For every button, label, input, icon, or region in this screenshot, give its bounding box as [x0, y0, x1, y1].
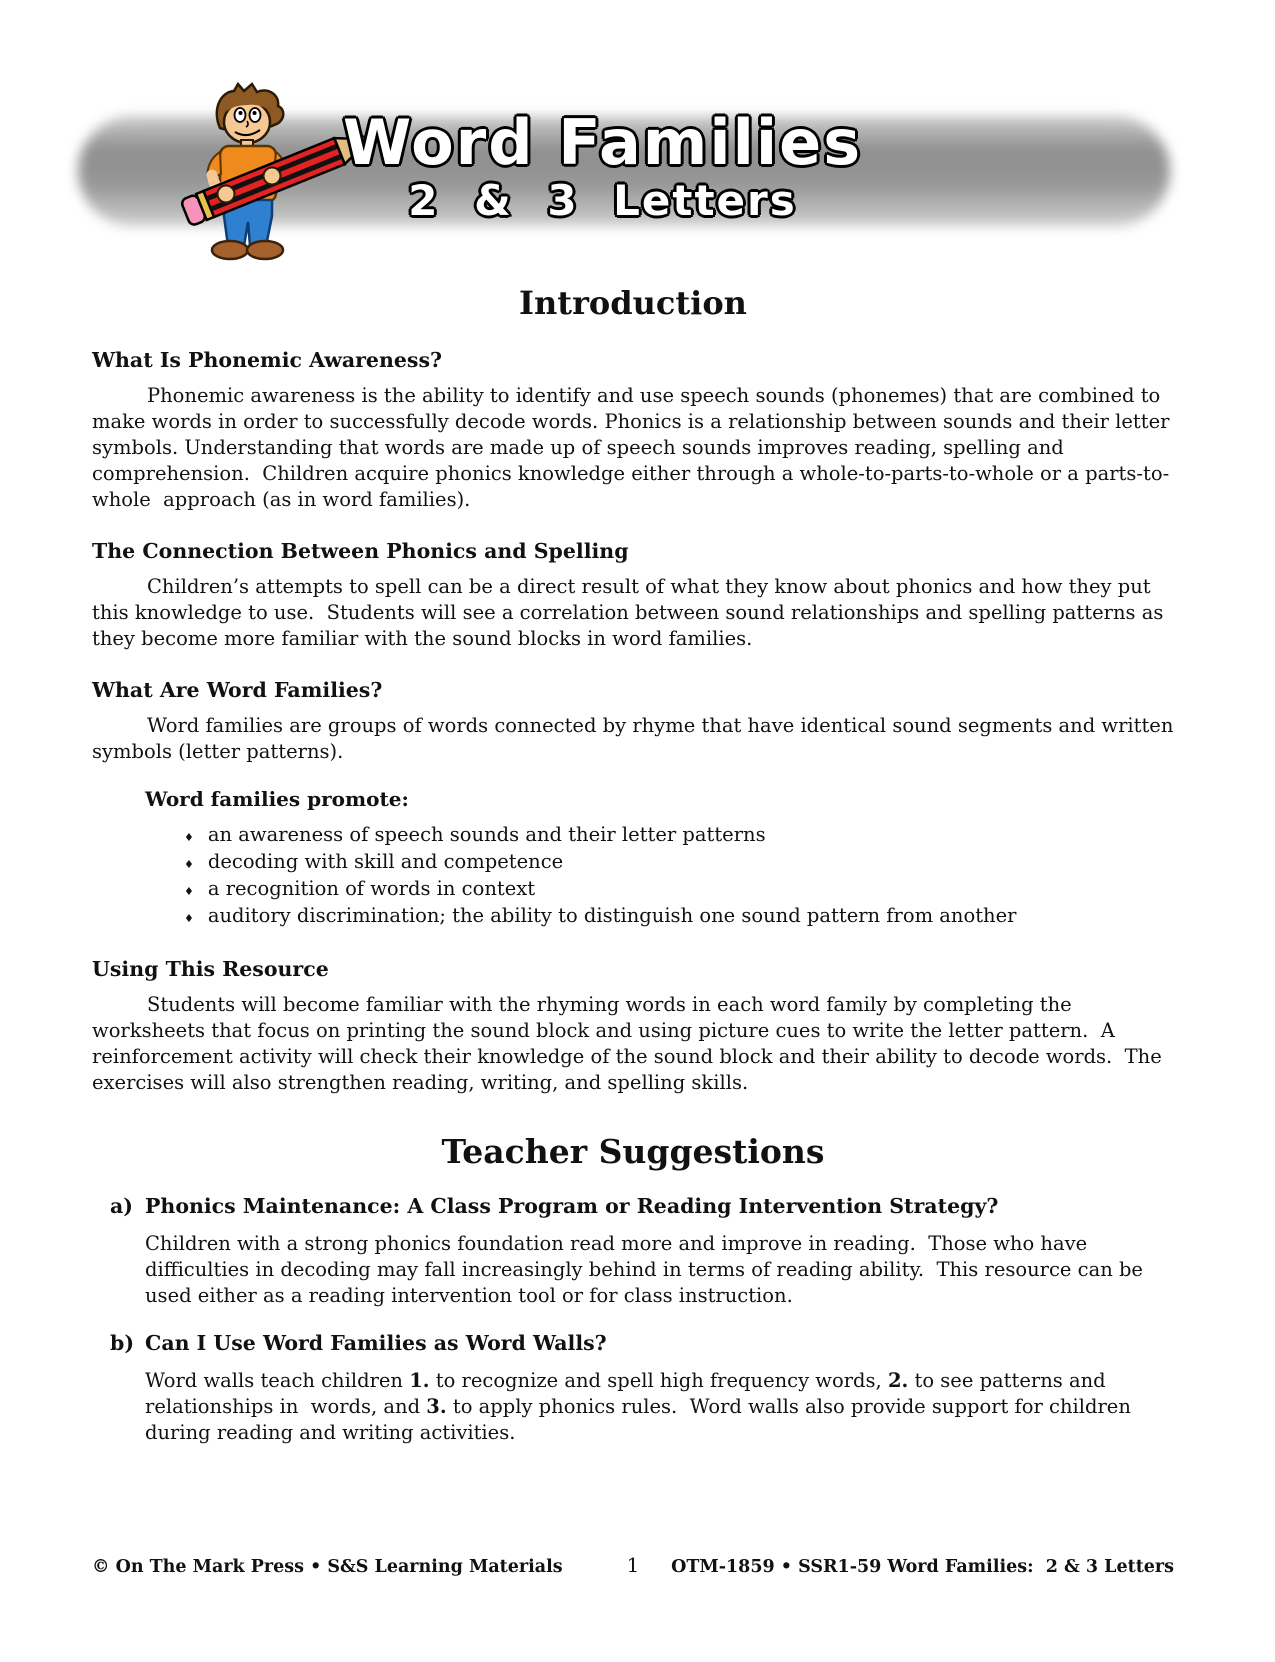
section-heading-using-resource: Using This Resource — [92, 957, 329, 981]
promote-list — [184, 823, 1174, 931]
suggestion-b-head — [110, 1330, 1174, 1356]
page-content — [92, 278, 1180, 1446]
diamond-bullet-icon: ♦ — [184, 831, 194, 844]
bold-number: 1. — [409, 1369, 430, 1392]
section-paragraph-using-resource: Students will become familiar with the rhyming words in each word family by completing the worksheets that focus on printing the sound block and using picture cues to write the letter pattern. A reinforcement activity will check their knowledge of the sound block and their ability to decode words. The exercises will also strengthen reading, writing, and spelling skills. — [92, 993, 1168, 1094]
teacher-suggestions-heading: Teacher Suggestions — [441, 1132, 825, 1171]
list-item — [184, 877, 1174, 904]
list-item-text: auditory discrimination; the ability to distinguish one sound pattern from another — [207, 904, 1017, 927]
bold-number: 3. — [426, 1395, 447, 1418]
footer-product-code: OTM-1859 • SSR1-59 Word Families: 2 & 3 Letters — [671, 1557, 1174, 1577]
section-heading-word-families: What Are Word Families? — [92, 678, 383, 702]
diamond-bullet-icon: ♦ — [184, 858, 194, 871]
bold-number: 2. — [887, 1369, 909, 1392]
list-item-text: a recognition of words in context — [207, 877, 536, 900]
book-subtitle: 2 & 3 Letters — [408, 176, 797, 225]
text-segment: to apply phonics rules. Word walls also provide support for children during reading and writing activities. — [145, 1395, 1138, 1444]
text-segment: to recognize and spell high frequency words, — [429, 1369, 888, 1392]
suggestion-b-label: b) — [110, 1331, 135, 1355]
boy-pupil-right — [253, 111, 257, 115]
list-item — [184, 850, 1174, 877]
boy-eye-left — [235, 108, 246, 122]
diamond-bullet-icon: ♦ — [184, 885, 194, 898]
text-segment: to see patterns and relationships in words, and — [145, 1369, 1112, 1418]
suggestion-a-paragraph: Children with a strong phonics foundation read more and improve in reading. Those who have difficulties in decoding may fall increasingly behind in terms of reading ability. This resource can be used either as a reading intervention tool or for class instruction. — [145, 1232, 1150, 1307]
banner-titles — [335, 108, 870, 224]
list-item — [184, 904, 1174, 931]
suggestion-a — [110, 1193, 1174, 1309]
footer-publisher: © On The Mark Press • S&S Learning Materials — [92, 1557, 563, 1577]
list-item — [184, 823, 1174, 850]
section-paragraph-phonemic-awareness: Phonemic awareness is the ability to identify and use speech sounds (phonemes) that are combined to make words in order to successfully decode words. Phonics is a relationship between sounds and their letter symbols. Understanding that words are made up of speech sounds improves reading, spelling and comprehension. Children acquire phonics knowledge either through a whole-to-parts-to-whole or a parts-to-whole approach (as in word families). — [92, 384, 1176, 511]
text-segment: Word walls teach children — [145, 1369, 410, 1392]
book-title: Word Families — [342, 106, 863, 179]
boy-pupil-left — [239, 111, 243, 115]
section-paragraph-word-families: Word families are groups of words connected by rhyme that have identical sound segments and written symbols (letter patterns). — [92, 714, 1180, 763]
header-banner — [0, 0, 1275, 278]
suggestion-a-label: a) — [110, 1194, 133, 1218]
boy-shoe-right — [247, 241, 283, 259]
section-heading-phonics-spelling: The Connection Between Phonics and Spelling — [92, 539, 629, 563]
suggestion-a-head — [110, 1193, 1174, 1219]
suggestion-b-paragraph — [145, 1368, 1174, 1446]
section-paragraph-phonics-spelling: Children’s attempts to spell can be a direct result of what they know about phonics and how they put this knowledge to use. Students will see a correlation between sound relationships and spelling patterns as they become more familiar with the sound blocks in word families. — [92, 575, 1170, 650]
promote-heading: Word families promote: — [145, 787, 409, 811]
boy-hand-left — [218, 186, 235, 203]
list-item-text: an awareness of speech sounds and their letter patterns — [207, 823, 766, 846]
page-footer — [92, 1553, 1174, 1577]
page-number: 1 — [626, 1553, 640, 1577]
list-item-text: decoding with skill and competence — [207, 850, 564, 873]
boy-eye-right — [250, 108, 261, 122]
suggestion-b — [110, 1330, 1174, 1446]
section-heading-phonemic-awareness: What Is Phonemic Awareness? — [92, 348, 443, 372]
boy-hand-right — [264, 168, 281, 185]
suggestion-a-heading: Phonics Maintenance: A Class Program or Reading Intervention Strategy? — [145, 1194, 999, 1218]
suggestion-b-heading: Can I Use Word Families as Word Walls? — [145, 1331, 607, 1355]
diamond-bullet-icon: ♦ — [184, 912, 194, 925]
intro-heading: Introduction — [519, 284, 747, 322]
boy-shoe-left — [212, 241, 248, 259]
